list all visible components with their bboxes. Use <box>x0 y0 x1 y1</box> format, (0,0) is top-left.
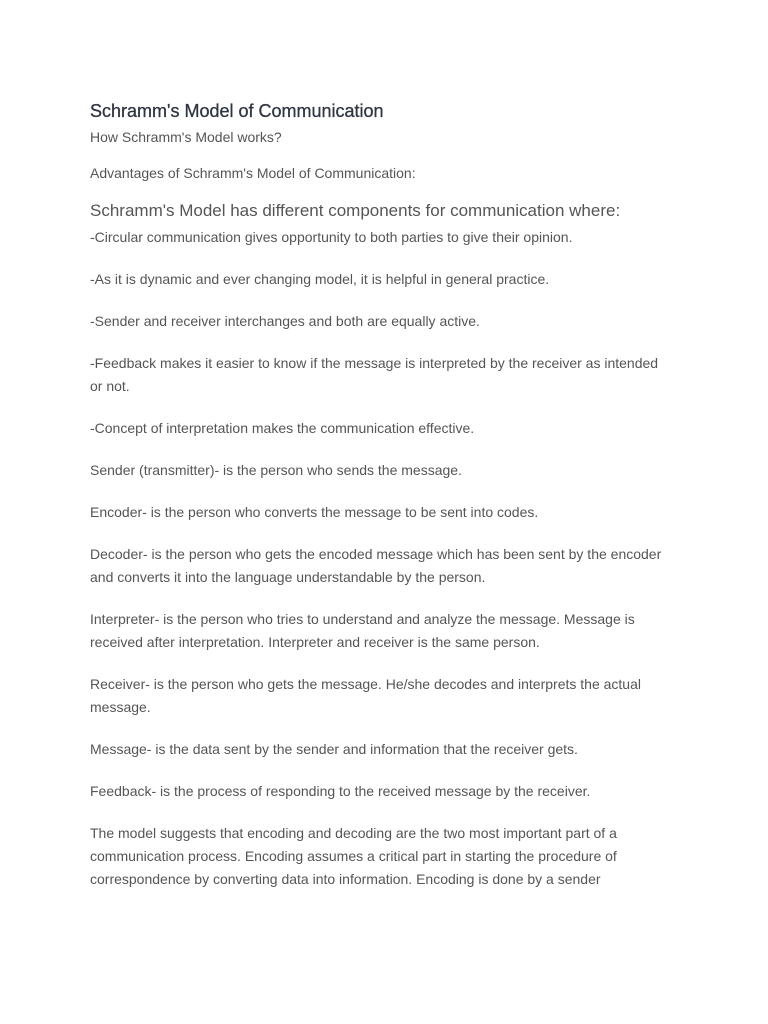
paragraph-model-summary: The model suggests that encoding and decoding are the two most important part of a communication process. Encoding assumes a critical part in starting the procedure of correspondence by converting data into information. Encoding is done by a sender <box>90 825 617 887</box>
paragraph-interpretation: -Concept of interpretation makes the communication effective. <box>90 420 475 436</box>
paragraph-decoder: Decoder- is the person who gets the encoded message which has been sent by the encoder and converts it into the language understandable by the person. <box>90 546 662 585</box>
paragraph-dynamic: -As it is dynamic and ever changing model, it is helpful in general practice. <box>90 271 550 287</box>
paragraph-circular: -Circular communication gives opportunity to both parties to give their opinion. <box>90 229 573 245</box>
subtitle: How Schramm's Model works? <box>90 129 282 145</box>
paragraph-interchange: -Sender and receiver interchanges and both are equally active. <box>90 313 480 329</box>
paragraph-encoder: Encoder- is the person who converts the message to be sent into codes. <box>90 504 539 520</box>
components-heading: Schramm's Model has different components for communication where: <box>90 201 621 220</box>
paragraph-sender: Sender (transmitter)- is the person who sends the message. <box>90 462 462 478</box>
advantages-heading: Advantages of Schramm's Model of Communication: <box>90 165 416 181</box>
page-title: Schramm's Model of Communication <box>90 101 384 121</box>
paragraph-feedback: Feedback- is the process of responding to the received message by the receiver. <box>90 783 591 799</box>
paragraph-message: Message- is the data sent by the sender and information that the receiver gets. <box>90 741 578 757</box>
paragraph-interpreter: Interpreter- is the person who tries to understand and analyze the message. Message is received after interpretation. Interpreter and receiver is the same person. <box>90 611 635 650</box>
paragraph-feedback-advantage: -Feedback makes it easier to know if the message is interpreted by the receiver as intended or not. <box>90 355 659 394</box>
document-page <box>90 100 670 891</box>
paragraph-receiver: Receiver- is the person who gets the message. He/she decodes and interprets the actual message. <box>90 676 641 715</box>
